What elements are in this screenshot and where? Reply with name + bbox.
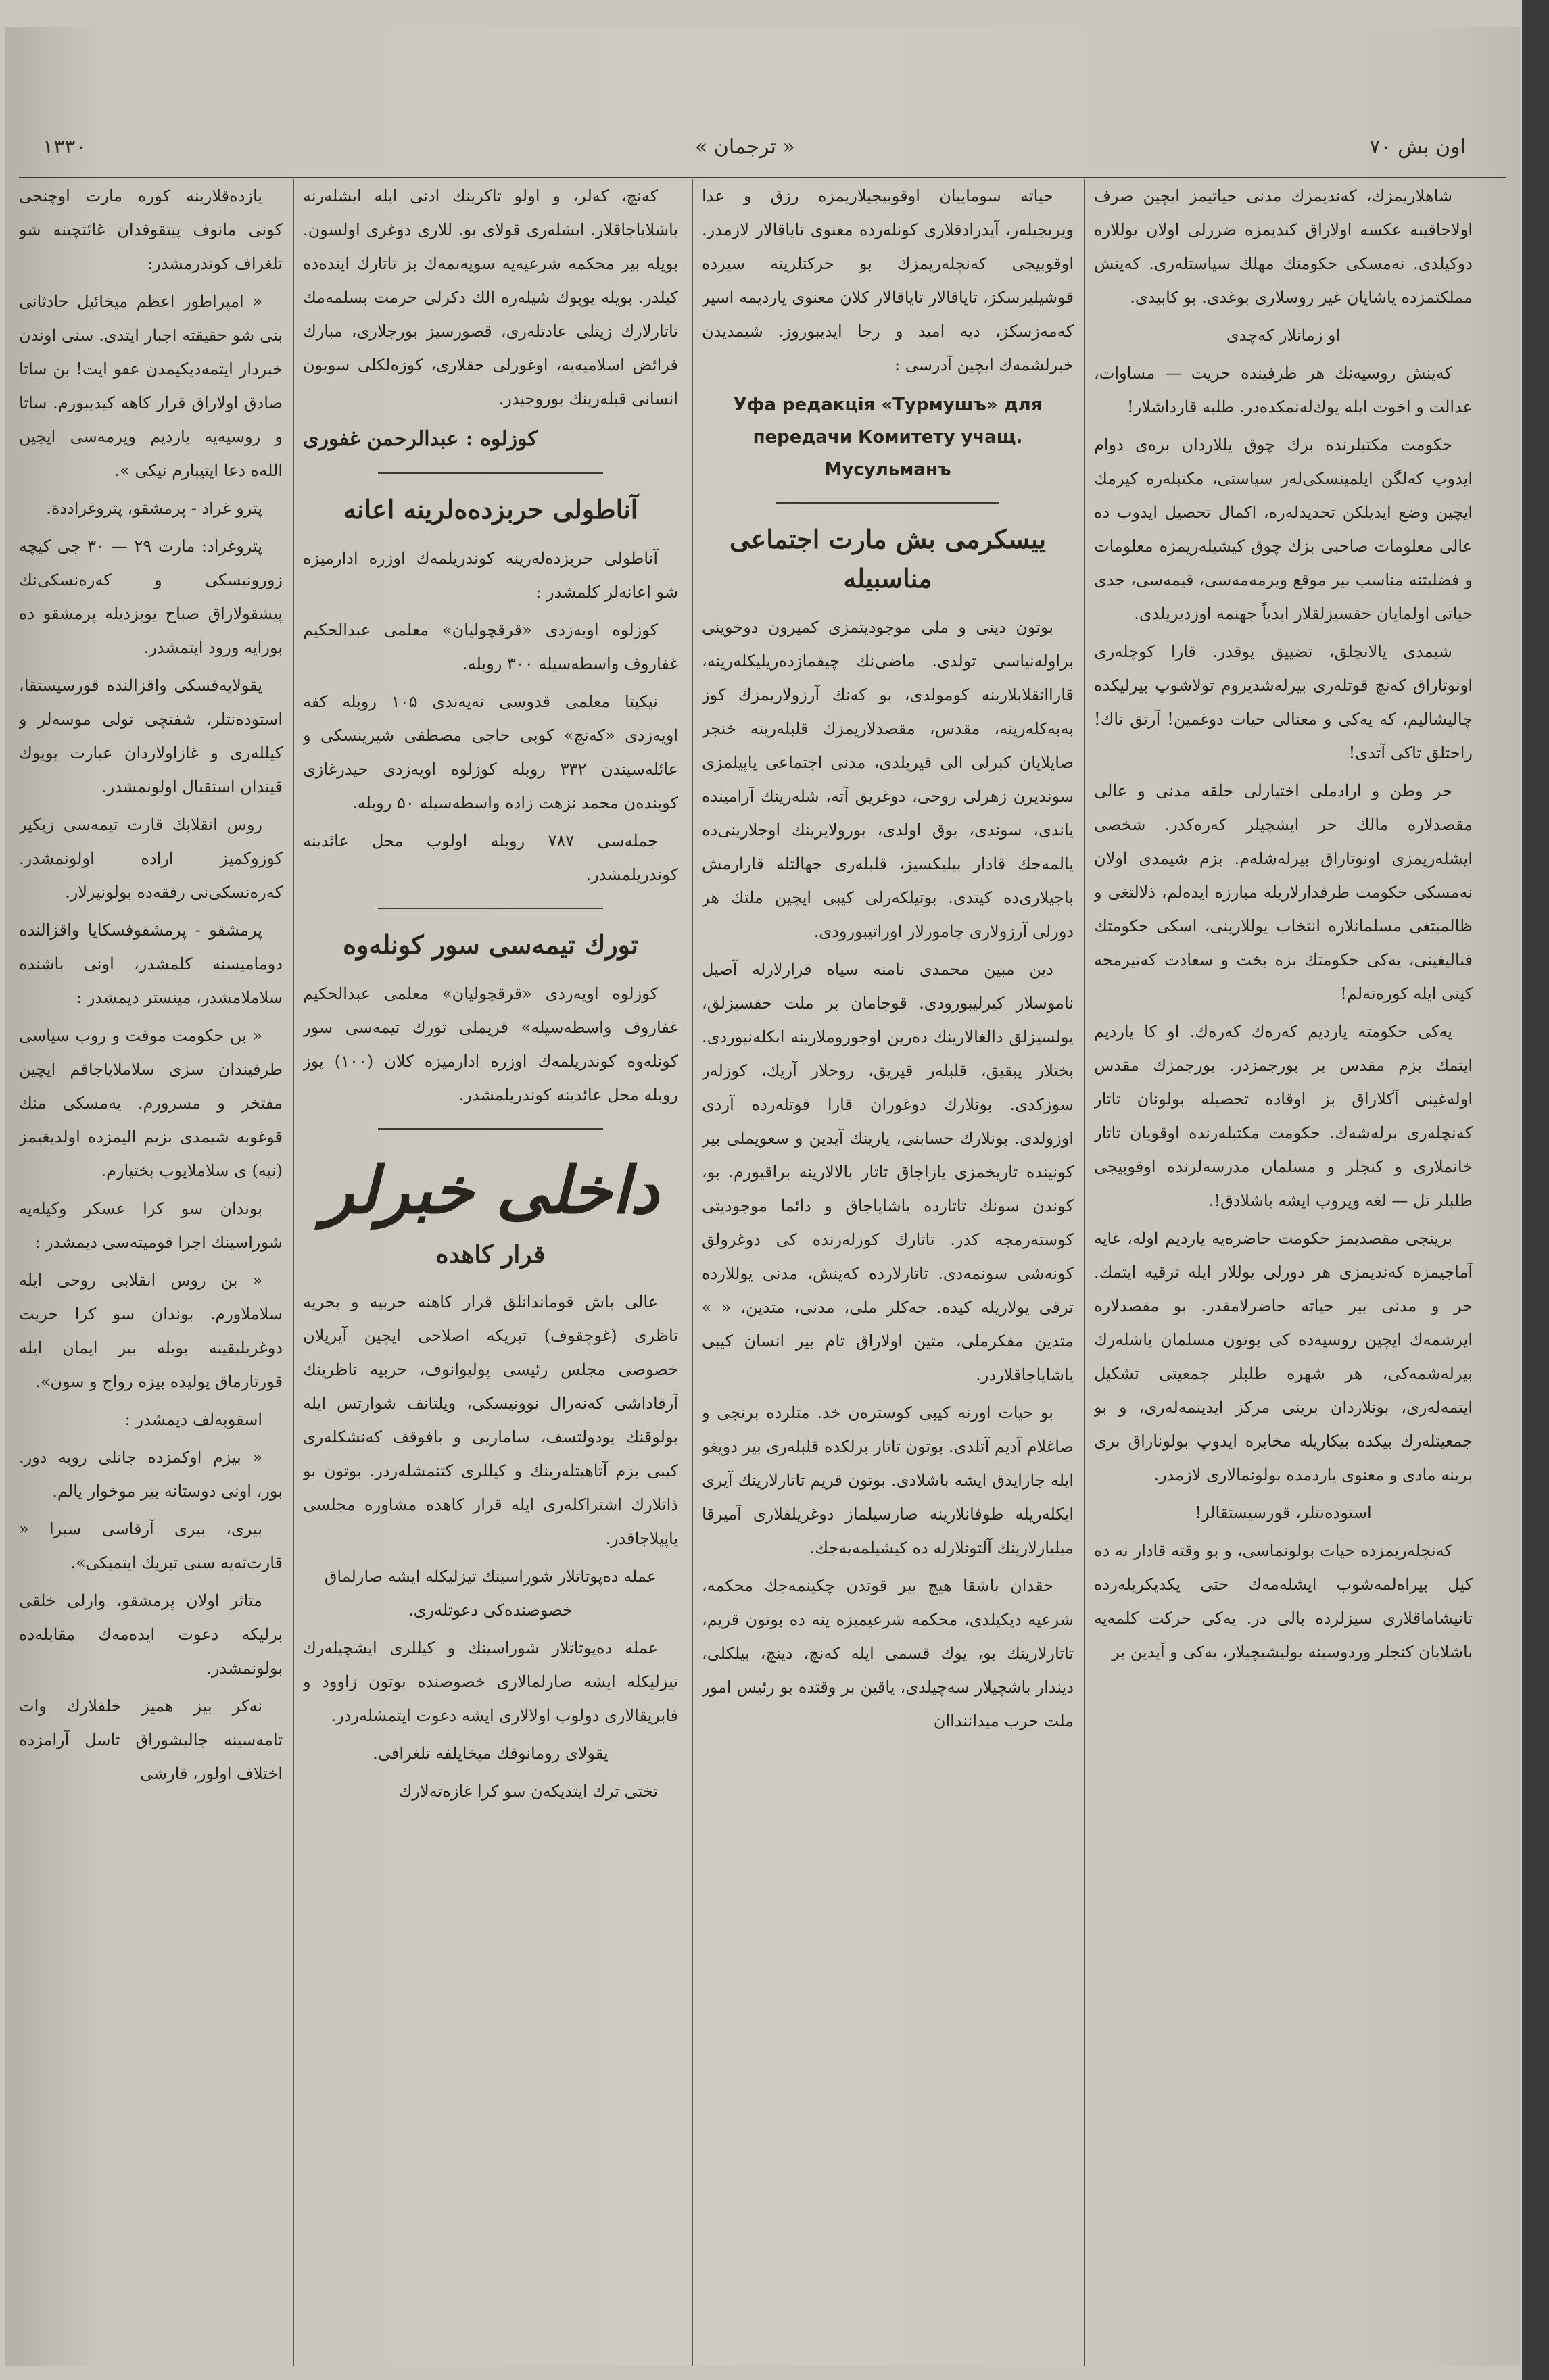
article-heading: ییسكرمی بش مارت اجتماعی مناسبیله: [729, 524, 1047, 593]
column-right: [1094, 179, 1473, 2366]
paragraph: پترو غراد - پرمشقو، پتروغراددة.: [46, 499, 262, 518]
page-header: [19, 128, 1506, 178]
paragraph: بیری، بیری آرقاسی سیرا « قارت‌ثه‌یه سنی تبریك ایتمیكی».: [19, 1520, 283, 1572]
column-middle-left: [303, 179, 678, 2366]
paragraph: اسقوبه‌لف دیمشدر :: [124, 1410, 262, 1429]
paragraph: جمله‌سی ۷۸۷ روبله اولوب محل عائدینه كوندریلمشدر.: [303, 831, 678, 884]
paragraph: كوزلوه اویه‌زدی «قرقچولیان» معلمی عبدالحكیم غفاروف واسطه‌سیله ۳۰۰ روبله.: [303, 621, 678, 673]
paragraph: عالی باش قوماندانلق قرار كاهنه حربیه و بحریه ناظری (غوچقوف) تبریكه اصلاحی ایچین آیریلان خصوصی مجلس رئیسی پولیوانوف، حربیه ناظرینك آرقاداشی كه‌نه‌رال نوونیسكی، ویلتانف شوارتس ایله بولوقنك یودولتسف، ساماریی و بافوقف كه‌نشكله‌ری كیبی بزم آتاهیتله‌رینك و كیللری كتنمشله‌ردر. بوتون بو ذاتلارك اشتراكله‌ری ایله قرار كاهده مشاوره مجلسی یاپیلاجاقدر.: [303, 1292, 678, 1548]
paragraph: حیاته سوماییان اوقوبیجیلاریمزه رزق و عدا ویریجیله‌ر، آیدرادقلاری كونله‌رده معنوی تایاقالار لازمدر. اوقوبیجی كه‌نچله‌ریمزك بو حركتلرینه سیزده قوشیلیرسكز، تایاقالار تایاقالار كلان معنوی یاردیمه اسیر كه‌مه‌زسكز، دیه امید و رجا ایدیبوروز. شیمدیدن خبرلشمه‌ك ایچین آدرسی :: [702, 187, 1074, 374]
paragraph: حكومت مكتبلرنده بزك چوق یللاردان بره‌ی دوام ایدوپ كه‌لگن ایلمینسكی‌له‌ر سیاستی، مكتبله‌ره كیرمك ایچین وضع ایدیلكن تحدیدله‌ره، اكمال تحصیل ایدوب ده عالی معلومات صاحبی بزك چوق كیشیله‌ریمزه معلومات و فضلیتنه مناسب بیر موقع ویرمه‌مه‌سی، قیمه‌سی، جدی حیاتی اولمایان حقسیزلقلار ابدیاً جهنمه اوزدیریلدی.: [1094, 435, 1473, 623]
signature-name: عبدالرحمن غفوری: [303, 427, 459, 451]
paragraph: پرمشقو - پرمشقوفسكایا واقزالنده دومامیسنه كلمشدر، اونی باشنده سلاملامشدر، مینستر دیمشدر :: [19, 921, 283, 1007]
column-divider: [293, 179, 294, 2366]
newspaper-page: [5, 27, 1520, 2366]
paragraph: او زمانلار كه‌چدی: [1226, 326, 1341, 345]
paragraph: نیكیتا معلمی قدوسی نه‌یه‌ندی ۱۰۵ روبله كفه اویه‌زدی «كه‌نچ» كوبی حاجی مصطفی شیرینسكی و عائله‌سیندن ۳۳۲ روبله كوزلوه اویه‌زدی حیدرغازی كوینده‌ن محمد نزهت زاده واسطه‌سیله ۵۰ روبله.: [303, 692, 678, 812]
scan-edge: [1522, 0, 1549, 2380]
paragraph: متاثر اولان پرمشقو، وارلی خلقی برلیكه دعوت ایده‌مه‌ك مقابله‌ده بولونمشدر.: [19, 1591, 283, 1678]
paragraph: یقولای رومانوفك میخایلفه تلغرافی.: [373, 1744, 609, 1763]
header-issue-number: اون بش ۷۰: [1369, 135, 1466, 159]
paragraph: بو حیات اورنه كیبی كوستره‌ن خد. متلرده برنجی و صاغلام آدیم آتلدی. بوتون تاتار برلكده قلبله‌ری بیر دویغو ایله جار‌ایدق ایشه باشلادی. بوتون قریم تاتارلارینك آیری ایكله‌ریله طوفانلارینه صارسیلماز دوغریلقلاری آمیرقا میلیارلارینك آلتونلارله ده كیشیلمه‌یه‌جك.: [702, 1403, 1074, 1557]
paragraph: شیمدی یالانچلق، تضییق یوقدر. قارا كوچله‌ری اونوتاراق كه‌نچ قوتله‌ری بیرله‌شدیروم تولاشوپ بیرلیكده چالیشالیم، كه یه‌كی و معنالی حیات دوغمین! آرتق تاك! راحتلق تاكی آتدی!: [1094, 642, 1473, 762]
column-divider: [692, 179, 693, 2366]
paragraph: « بن روس انقلابی روحی ایله سلاملاورم. بوندان سو كرا حریت دوغریلیقینه بویله بیر ایمان ایله قورتارماق یولیده بیزه رواج و سون».: [19, 1271, 283, 1391]
separator-line: [378, 908, 603, 909]
paragraph: تختی ترك ایتدیكه‌ن سو كرا غازه‌ته‌لارك: [398, 1782, 658, 1801]
paragraph: « بیزم اوكمزده جانلی روبه دور. بور، اونی دوستانه بیر موخوار یالم.: [19, 1448, 283, 1501]
column-left: [19, 179, 283, 2366]
column-divider: [1084, 179, 1085, 2366]
paragraph: بوندان سو كرا عسكر وكیله‌یه شوراسینك اجرا قومیته‌سی دیمشدر :: [19, 1199, 283, 1252]
article-heading: تورك تیمه‌سی سور كونله‌وه: [343, 929, 638, 960]
paragraph: برینجی مقصدیمز حكومت حاضره‌یه یاردیم اوله، غایه آماجیمزه كه‌ندیمزی هر دورلی یوللار ایله ترقیه ایتمك. حر و مدنی بیر حیاته حاضرلامقدر. بو مقصدلاره ایرشمه‌ك ایچین روسیه‌ده كی بوتون مسلمان یاشله‌رك بیرله‌شمه‌كی، هر شهره طلبلر جمعیتی تشكیل ایتمه‌له‌ری، بونلاردان برینی مركز ایدینمه‌له‌ری، و بو جمعیتله‌رك بیكده بیكاریله مخابره ایدوپ بولوناراق بری برینه مادی و معنوی یاردمده بولونمالاری لازمدر.: [1094, 1229, 1473, 1484]
paragraph: آناطولی حربزده‌له‌رینه كوندریلمه‌ك اوزره ادارمیزه شو اعانه‌لر كلمشدر :: [303, 549, 678, 602]
paragraph: شاهلاریمزك، كه‌ندیمزك مدنی حیاتیمز ایچین صرف اولاجاقینه عكسه اولاراق كندیمزه ضررلی اولان یوللاره دوكیلدی. نه‌مسكی حكومتك مهلك سیاستله‌ری. كه‌ینش مملكتمزده یاشایان غیر روسلاری بوغدی. بو كابیدی.: [1094, 187, 1473, 307]
signature-line: [303, 422, 678, 456]
paragraph: كوزلوه اویه‌زدی «قرقچولیان» معلمی عبدالحكیم غفاروف واسطه‌سیله» قریملی تورك تیمه‌سی سور كونله‌وه كوندریلمه‌ك اوزره ادارمیزه كلان (۱۰۰) یوز روبله محل عائدینه كوندریلمشدر.: [303, 984, 678, 1104]
paragraph: یقولایه‌فسكی واقزالنده قورسیستقا، استوده‌نتلر، شفتچی تولی موسه‌لر و كیلله‌ری و غازاولاردان عبارت بویوك قیندان استقبال اولونمشدر.: [19, 676, 283, 796]
paragraph: روس انقلابك قارت تیمه‌سی زیكیر كوزوكمیز اراده اولونمشدر. كه‌ره‌نسكی‌نی رفقه‌ده بولونیرلار.: [19, 815, 283, 902]
header-title: « ترجمان »: [695, 135, 795, 159]
paragraph: یه‌كی حكومته یاردیم كه‌ره‌ك كه‌ره‌ك. او كا یاردیم ایتمك بزم مقدس بر بورجمزدر. بورجمزك مقدس اوله‌غینی آكلاراق بز اوقاده تحصیله بولونان تاتار كه‌نچله‌ری برله‌شه‌ك. حكومت مكتبله‌رنده اوقویان تاتار خانملاری و كنجلر و مسلمان مدرسه‌لرنده اوقوبیجی طلبلر تل — لغه ویروب ایشه باشلادق!.: [1094, 1022, 1473, 1210]
paragraph: « بن حكومت موقت و روب سیاسی طرفیندان سزی سلاملایاجاقم ایچین مفتخر و مسرورم. یه‌مسكی منك قوغوبه شیمدی بزیم الیمزده اولدیغیمز (نیه) ی سلاملایوب بختیارم.: [19, 1026, 283, 1180]
separator-line: [378, 1128, 603, 1130]
paragraph: عمله ده‌پوتاتلار شوراسینك تیزلیكله ایشه صارلماق خصوصنده‌كی دعوتله‌ری.: [324, 1567, 657, 1620]
separator-line: [776, 502, 999, 504]
paragraph: كه‌نچ، كه‌لر، و اولو تاكرینك ادنی ایله ایشله‌رنه باشلایاجاقلار. ایشله‌ری قولای بو. للاری دوغری اولسون. بویله بیر محكمه شرعیه‌یه سویه‌نمه‌ك بز تاتارك اینده‌ده كیلدر. بویله یوبوك شیله‌ره الك دكرلی حرمت بسلمه‌مك تاتارلارك زیتلی عادتله‌ری، قصورسیز بورجلاری، مبارك فرائض اسلامیه‌یه، اوغورلی حقلاری، كوزه‌لكلی سویون انسانی قبله‌رینك بوروجیدر.: [303, 187, 678, 408]
paragraph: استوده‌نتلر، قورسیستقالر!: [1195, 1503, 1372, 1522]
article-heading: آناطولی حربزده‌ه‌لرینه اعانه: [343, 494, 638, 525]
paragraph: كه‌ینش روسیه‌نك هر طرفینده حریت — مساوات، عدالت و اخوت ایله یوك‌له‌نمكده‌در. طلبه قارداشلار!: [1094, 364, 1473, 416]
paragraph: حقدان باشقا هیچ بیر قوتدن چكینمه‌جك محكمه، شرعیه دیكیلدی، محكمه شرعیمیزه ینه ده بوتون قریم، تاتارلارینك بو، یوك قسمی ایله كه‌نچ، دینچ، بیلكلی، دیندار باشچیلار سه‌چیلدی، یاقین بر وقتده بو رئیس امور ملت حرب میداننداان: [702, 1576, 1074, 1730]
signature-location: كوزلوه :: [465, 427, 538, 451]
header-date: ١٣٣٠: [43, 135, 87, 159]
column-middle-right: [702, 179, 1074, 2366]
paragraph: پتروغراد: مارت ۲۹ — ۳۰ جی كیچه زورونیسكی و كه‌ره‌نسكی‌نك پیشقولاراق صباح یوبزدیله پرمشقو ده بورایه ورود ایتمشدر.: [19, 537, 283, 657]
paragraph: یازده‌قلارینه كوره مارت اوچنجی كونی مانوف پیتقوفدان غائتچینه شو تلغراف كوندرمشدر:: [19, 187, 283, 273]
paragraph: كه‌نچله‌ریمزده حیات بولونماسی، و بو وقته قادار نه ده كیل بیراه‌لمه‌شوب ایشله‌مه‌ك حتی یكدیكریله‌رده تانیشاماقلاری سیزلرده بالی در. یه‌كی حركت كلمه‌یه باشلایان كنجلر وردوسینه بولیشیچیلار، یه‌كی و آیدین بر: [1094, 1541, 1473, 1661]
paragraph: نه‌كر بیز همیز خلقلارك وات تامه‌سینه جالیشوراق تاسل آرامزده اختلاف اولور، قارشی: [19, 1697, 283, 1783]
paragraph: حر وطن و ارادملی اختیارلی حلقه مدنی و عالی مقصدلاره مالك حر ایشچیلر كه‌ره‌كدر. شخصی ایشله‌ریمزی اونوتاراق بیرله‌شله‌م. بزم شیمدی اولان نه‌مسكی حكومت طرفدارلاریله مبارزه ایده‌لم، ذلالتغی و ظالمیتغی مسلمانلاره انتخاب یوللارینی، اسكی حكومتك فنالیغینی، یه‌كی حكومتك بزه بخت و سعادت كه‌تیرمجه كینی ایله كوره‌ته‌لم!: [1094, 781, 1473, 1003]
separator-line: [378, 472, 603, 474]
paragraph: « امپراطور اعظم میخائیل حادثانی بنی شو حقیقته اجبار ایتدی. سنی اوندن خبردار ایتمه‌دیكیمدن عفو ایت! بن ساتا صادق اولاراق قرار كاهه كیدیبورم. ساتا و روسیه‌یه یاردیم ویرمه‌سی ایچین الله‌ه دعا ایتیبارم نیكی ».: [19, 292, 283, 480]
paragraph: بوتون دینی و ملی موجودیتمزی كمیرون دوخوینی براوله‌نیاسی تولدی. ماضی‌نك چیقمازده‌ریلیكله‌رینه، قاراانقلابلارینه كومولدی، بو كه‌نك آرزولاریمزك كوز به‌به‌كله‌رینه، مقدس، مقصدلاریمزك قلبله‌رینه خنجر صایلایان كبرلی الی قیریلدی، مدنی اجتماعی یاپیلمزی سوندیرن زهرلی روحی، دوغریق آته، شله‌رینك آرامینده یاندی، سوندی، یوق اولدی، بورولایرینك اوجلارینی‌ده یالمه‌جك قادار بیلیكسیز، قلبله‌ری جهالتله قارارمش باجیلاری‌ده كیتدی. بوتیلكه‌رلی كیبی ایچین ملتك هر دورلی آرزولاری چامورلار اوراتیبورودی.: [702, 618, 1074, 941]
section-heading: داخلی خبرلر: [322, 1152, 659, 1228]
paragraph: دین مبین محمدی نامنه سیاه قرارلارله آصیل ناموسلار كیرلیبورودی. قوجامان بر ملت حقسیزلق، یولسیزلق دالغالارینك ده‌رین اوجوروملارینه ابكله‌نیوردی. بختلار یبقیق، قلبله‌ر قیریق، روحلار آزیك، كوزله‌ر سوزكدی. بونلارك دوغوران قارا قوتله‌رده آردی اوزولدی. بونلارك حسابنی، یارینك آیدین و سعویملی بیر كونینده تاریخمزی یازاجاق تاتار بالالارینه براقیورم. بو، كوندن سونك تاتارده یاشایاجاق و دائما موجودیتی كوسته‌رمجه كدر. تاتارك كوزله‌رنده كی دوغرولق كونه‌شی سونمه‌دی. تاتارلارده كه‌ینش، مدنی یوللارده ترقی یولاریله كیده. جه‌كلر ملی، مدنی، متدین، « » متدین مفكرملی، متین اولاراق تام بیر انسان كیبی یاشایاجاقلاردر.: [702, 960, 1074, 1384]
editorial-address: Уфа редакція «Турмушъ» для передачи Комитету учащ. Мусульманъ: [733, 395, 1043, 480]
section-subheading: قرار كاهده: [435, 1240, 546, 1269]
paragraph: عمله ده‌پوتاتلار شوراسینك و كیللری ایشچیله‌رك تیزلیكله ایشه صارلمالاری خصوصنده بوتون زاوود و فابریقالاری دولوب اولالاری ایشه دعوت ایتمشله‌ردر.: [303, 1638, 678, 1725]
